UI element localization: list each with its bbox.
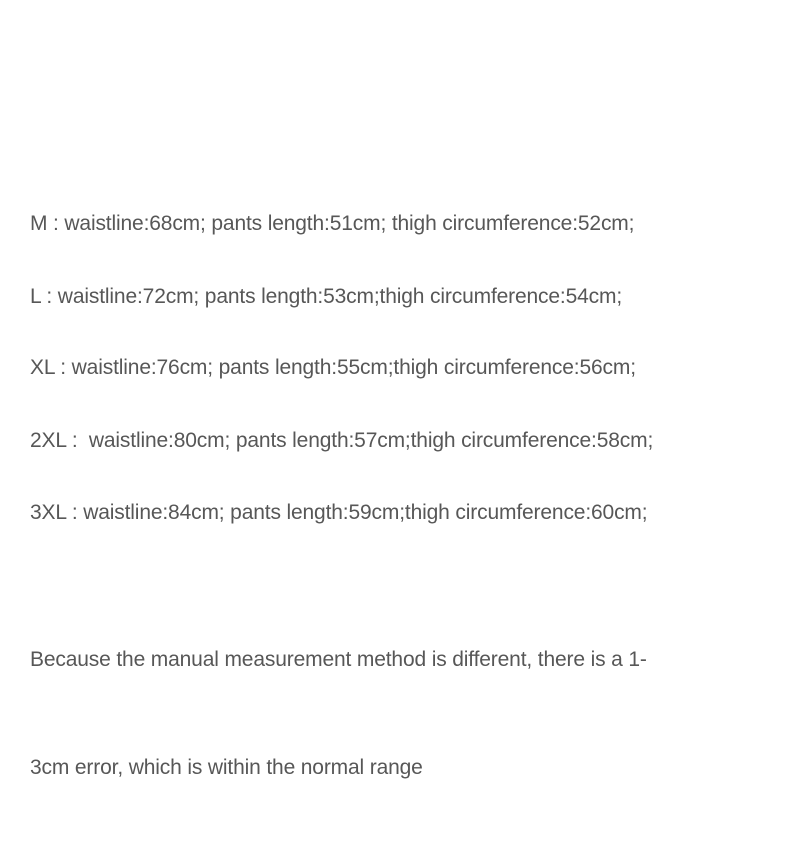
size-row-xl: XL : waistline:76cm; pants length:55cm;thigh circumference:56cm;	[30, 356, 636, 379]
measurement-note-line-1: Because the manual measurement method is different, there is a 1-	[30, 648, 647, 671]
size-row-m: M : waistline:68cm; pants length:51cm; thigh circumference:52cm;	[30, 212, 635, 235]
measurement-note	[30, 570, 730, 858]
measurement-note-line-2: 3cm error, which is within the normal range	[30, 756, 423, 779]
size-row-2xl: 2XL : waistline:80cm; pants length:57cm;thigh circumference:58cm;	[30, 429, 654, 452]
size-row-3xl: 3XL : waistline:84cm; pants length:59cm;thigh circumference:60cm;	[30, 501, 648, 524]
size-row-l: L : waistline:72cm; pants length:53cm;thigh circumference:54cm;	[30, 285, 623, 308]
